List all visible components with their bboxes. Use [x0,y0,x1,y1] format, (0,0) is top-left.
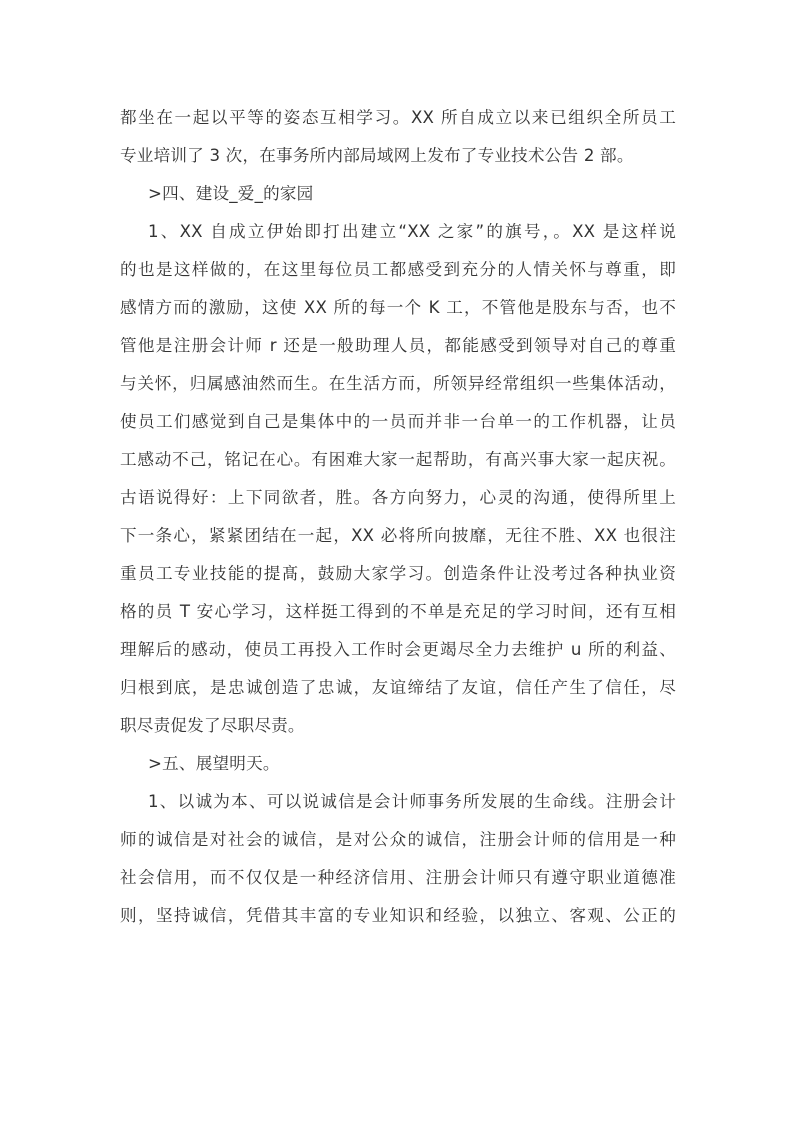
text-line: 1、XX 自成立伊始即打出建立“XX 之家”的旗号，。XX 是这样说 [148,222,676,241]
text-line: 下一条心，紧紧团结在一起，XX 必将所向披靡，无往不胜、XX 也很注 [120,526,676,545]
text-line: 重员工专业技能的提髙，鼓励大家学习。创造条件让没考过各种执业资 [120,564,676,583]
text-line: 格的员 T 安心学习，这样挺工得到的不单是充足的学习时间，还有互相 [120,602,676,621]
text-line: 都坐在一起以平等的姿态互相学习。XX 所自成立以来已组织全所员工 [120,108,676,127]
text-line: 职尽责促发了尽职尽责。 [120,716,305,735]
text-line: 专业培训了 3 次，在事务所内部局域网上发布了专业技术公告 2 部。 [120,146,634,165]
text-line: 社会信用，而不仅仅是一种经济信用、注册会计师只有遵守职业道德准 [120,868,676,887]
section-heading: >五、展望明天。 [148,754,280,773]
text-line: 师的诚信是对社会的诚信，是对公众的诚信，注册会计师的信用是一种 [120,830,676,849]
text-line: 感情方而的激励，这使 XX 所的每一个 K 工，不管他是股东与否，也不 [120,298,676,317]
text-line: 古语说得好：上下同欲者，胜。各方向努力，心灵的沟通，使得所里上 [120,488,676,507]
text-line: 1、以诚为本、可以说诚信是会计师事务所发展的生命线。注册会计 [148,792,676,811]
text-line: 工感动不己，铭记在心。有困难大家一起帮助，有髙兴事大家一起庆祝。 [120,450,676,469]
text-line: 管他是注册会计师 r 还是一般助理人员，都能感受到领导对自己的尊重 [120,336,676,355]
text-line: 与关怀，归属感油然而生。在生活方而，所领异经常组织一些集体活动， [120,374,676,393]
text-line: 理解后的感动，使员工再投入工作时会更竭尽全力去维护 u 所的利益、 [120,640,676,659]
text-line: 则，坚持诚信，凭借其丰富的专业知识和经验，以独立、客观、公正的 [120,906,676,925]
section-heading: >四、建设_爱_的家园 [148,184,314,203]
text-line: 使员工们感觉到自己是集体中的一员而并非一台单一的工作机器，让员 [120,412,676,431]
text-line: 的也是这样做的，在这里每位员工都感受到充分的人情关怀与尊重，即 [120,260,676,279]
text-line: 归根到底，是忠诚创造了忠诚，友谊缔结了友谊，信任产生了信任，尽 [120,678,676,697]
document-body [120,102,676,938]
